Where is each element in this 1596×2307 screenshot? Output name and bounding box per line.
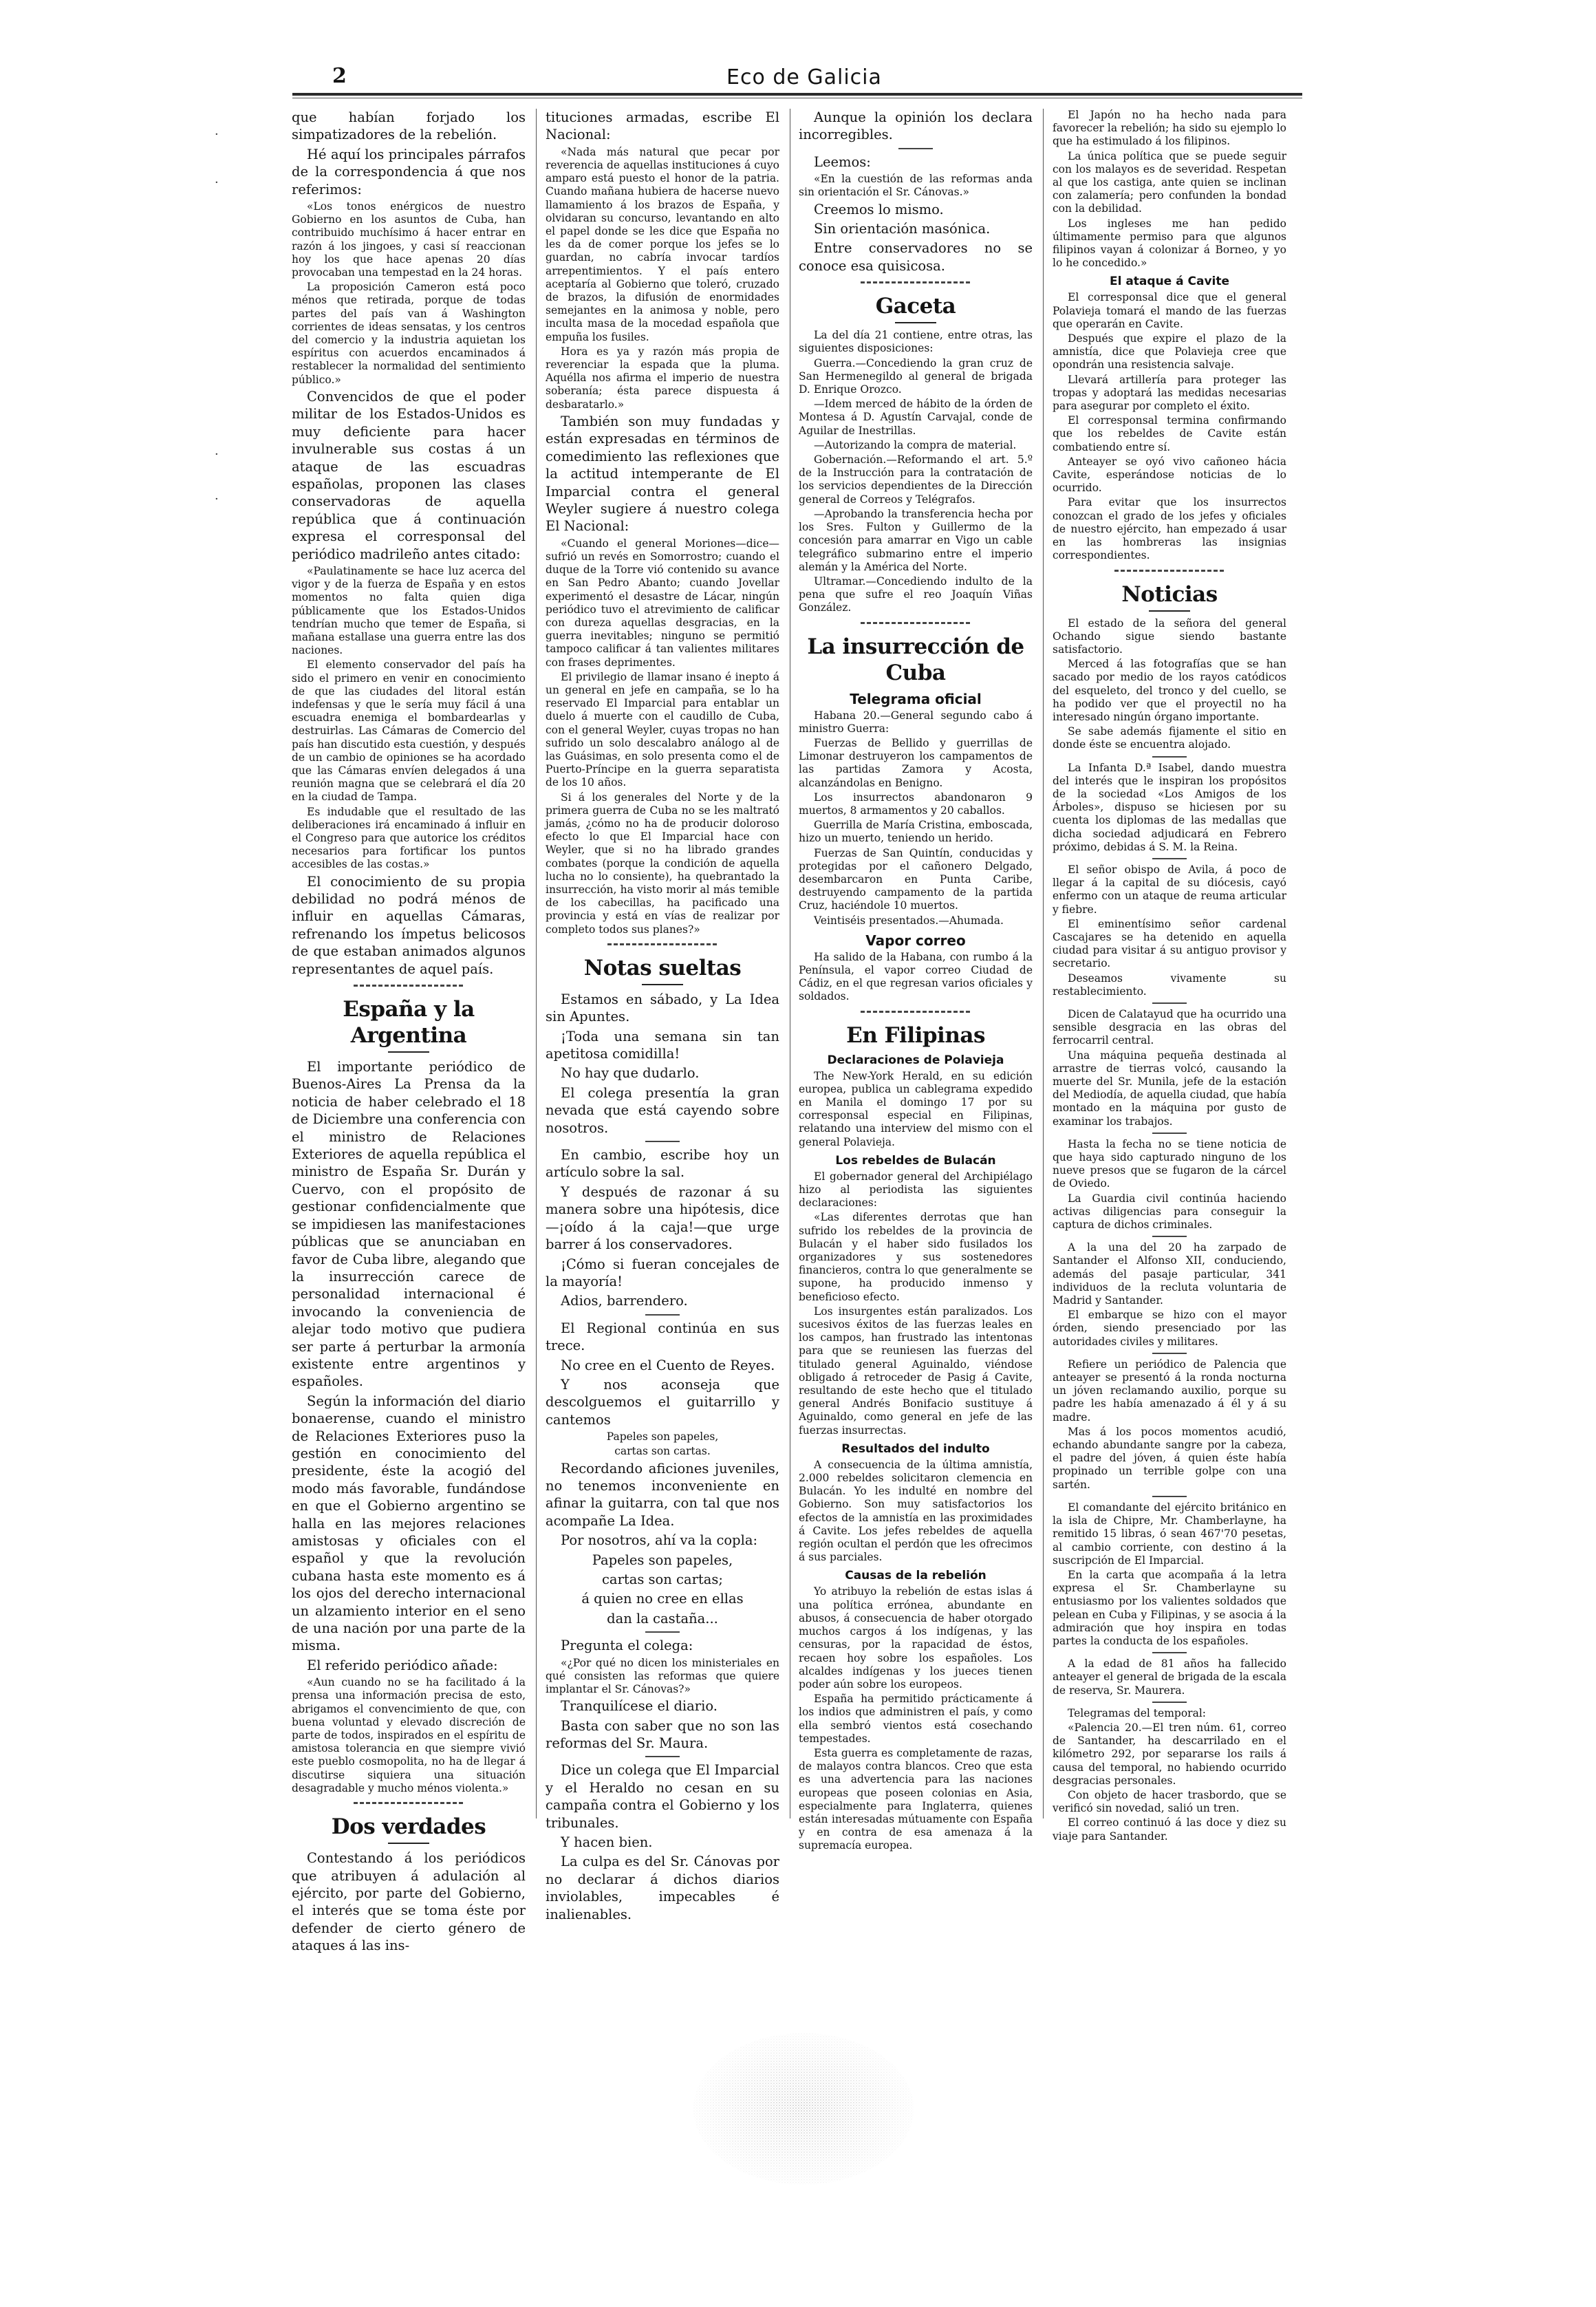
section-separator [861, 622, 971, 624]
paragraph: La culpa es del Sr. Cánovas por no declarar á dichos diarios inviolables, impecables é inalienables. [546, 1854, 779, 1922]
subheadline-cavite: El ataque á Cavite [1109, 275, 1230, 289]
paragraph: También son muy fundadas y están expresadas en términos de comedimiento las reflexiones que la actitud intemperante de El Imparcial contra el general Weyler sugiere á nuestro colega El Nacional: [546, 413, 779, 535]
paragraph: —Aprobando la transferencia hecha por los Sres. Fulton y Guillermo de la concesión para amarrar en Vigo un cable telegráfico submarino entre el imperio alemán y la América del Norte. [799, 507, 1033, 573]
item-separator [645, 1314, 680, 1316]
paragraph: El referido periódico añade: [307, 1657, 498, 1673]
paragraph: The New-York Herald, en su edición europea, publica un cablegrama expedido en Manila el domingo 17 por su corresponsal especial en Filipinas, relatando una interview del mismo con el general Polavieja. [799, 1069, 1033, 1148]
item-separator [1152, 1652, 1187, 1653]
paragraph: Sin orientación masónica. [814, 221, 991, 237]
paragraph: Después que expire el plazo de la amnistía, dice que Polavieja cree que opondrán una resistencia salvaje. [1053, 332, 1286, 372]
paragraph: Hé aquí los principales párrafos de la correspondencia á que nos referimos: [292, 146, 526, 197]
item-separator [1152, 858, 1187, 859]
paragraph: A la edad de 81 años ha fallecido anteayer el general de brigada de la escala de reserva, Sr. Maurera. [1053, 1657, 1286, 1697]
section-separator [607, 943, 718, 945]
paragraph: Pregunta el colega: [561, 1638, 693, 1654]
paragraph: Fuerzas de Bellido y guerrillas de Limonar destruyeron los campamentos de las partidas Zamora y Acosta, alcanzándolas en Benigno. [799, 736, 1033, 789]
section-separator [861, 281, 971, 283]
headline-rule [895, 322, 936, 323]
page-header [0, 0, 1596, 96]
headline-espana-argentina: España y la Argentina [343, 997, 475, 1049]
verse-line: cartas son cartas; [602, 1571, 723, 1587]
item-separator [645, 1141, 680, 1142]
paragraph: Gobernación.—Reformando el art. 5.º de la Instrucción para la contratación de los servicios dependientes de la Dirección general de Correos y Telégrafos. [799, 453, 1033, 506]
item-separator [1152, 1353, 1187, 1354]
paragraph: La del día 21 contiene, entre otras, las siguientes disposiciones: [799, 329, 1033, 355]
paragraph: En la carta que acompaña á la letra expresa el Sr. Chamberlayne su entusiasmo por los valientes soldados que pelean en Cuba y Filipinas, y se asocia á la admiración que hoy inspira en todas partes la conducta de los españoles. [1053, 1568, 1286, 1647]
paragraph: El gobernador general del Archipiélago hizo al periodista las siguientes declaraciones: [799, 1170, 1033, 1210]
quote: Hora es ya y razón más propia de reverenciar la espada que la pluma. Aquélla nos afirma el imperio de nuestra soberanía; ésta parece dispuesta á desbaratarlo.» [546, 345, 779, 411]
subheadline-telegrama: Telegrama oficial [850, 690, 982, 707]
quote: A consecuencia de la última amnistía, 2.000 rebeldes solicitaron clemencia en Bulacán. Yo les indulté en nombre del Gobierno. Son muy satisfactorios los efectos de la amnistía en las proximidades á Cavite. Los jefes rebeldes de aquella región ocultan el perdón que les ofrecimos á sus parciales. [799, 1458, 1033, 1564]
paragraph: Convencidos de que el poder militar de los Estados-Unidos es muy deficiente para hacer invulnerable sus costas á un ataque de las escuadras españolas, proponen las clases conservadoras de aquella república que á continuación expresa el corresponsal del periódico madrileño antes citado: [292, 388, 526, 562]
paragraph: El importante periódico de Buenos-Aires La Prensa da la noticia de haber celebrado el 18 de Diciembre una conferencia con el ministro de Relaciones Exteriores de aquella república el ministro de España Sr. Durán y Cuervo, con el propósito de gestionar confidencialmente que se impidiesen las manifestaciones públicas que se anunciaban en favor de Cuba libre, alegando que la insurrección carece de personalidad internacional é invocando la conveniencia de alejar todo motivo que pudiera ser parte á perturbar la armonía existente entre argentinos y españoles. [292, 1059, 526, 1390]
page-number: 2 [332, 64, 347, 88]
paragraph: que habían forjado los simpatizadores de la rebelión. [292, 109, 526, 143]
quote: «¿Por qué no dicen los ministeriales en qué consisten las reformas que quiere implantar el Sr. Cánovas?» [546, 1656, 779, 1696]
paragraph: Guerra.—Concediendo la gran cruz de San Hermenegildo al general de brigada D. Enrique Orozco. [799, 356, 1033, 396]
margin-mark: · [215, 492, 219, 506]
headline-insurreccion-cuba: La insurrección de Cuba [807, 634, 1024, 685]
item-separator [645, 1631, 680, 1633]
section-separator [861, 1011, 971, 1013]
paragraph: Recordando aficiones juveniles, no tenemos inconveniente en afinar la guitarra, con tal que nos acompañe La Idea. [546, 1460, 779, 1529]
paragraph: Refiere un periódico de Palencia que anteayer se presentó á la ronda nocturna un jóven reclamando auxilio, porque su padre les había amenazado á él y á su madre. [1053, 1358, 1286, 1424]
paragraph: A la una del 20 ha zarpado de Santander el Alfonso XII, conduciendo, además del pasaje particular, 341 individuos de la recluta voluntaria de Madrid y Santander. [1053, 1241, 1286, 1307]
paragraph: Merced á las fotografías que se han sacado por medio de los rayos catódicos del esqueleto, del tronco y del cuello, se ha podido ver que el proyectil no ha interesado ningún órgano importante. [1053, 658, 1286, 723]
headline-noticias: Noticias [1121, 581, 1218, 607]
quote: Es indudable que el resultado de las deliberaciones irá encaminado á influir en el Congreso para que autorice los créditos necesarios para fortificar los puntos accesibles de las costas.» [292, 805, 526, 871]
subheadline-causas: Causas de la rebelión [845, 1569, 986, 1583]
masthead-title: Eco de Galicia [726, 65, 882, 89]
item-separator [1152, 1236, 1187, 1237]
quote: España ha permitido prácticamente á los indios que administren el país, y como ella sembró vientos está cosechando tempestades. [799, 1693, 1033, 1745]
paragraph: El conocimiento de su propia debilidad no podrá ménos de influir en aquellas Cámaras, refrenando los ímpetus belicosos de que estaban animados algunos representantes de aquel país. [292, 873, 526, 977]
section-separator [354, 985, 464, 987]
paragraph: Aunque la opinión los declara incorregibles. [799, 109, 1033, 143]
quote: «Paulatinamente se hace luz acerca del vigor y de la fuerza de España y en estos momentos no falta quien diga públicamente que los Estados-Unidos tendrían mucho que temer de España, si mañana estallase una guerra entre las dos naciones. [292, 564, 526, 657]
paragraph: Estamos en sábado, y La Idea sin Apuntes. [546, 991, 779, 1025]
paragraph: «Palencia 20.—El tren núm. 61, correo de Santander, ha descarrilado en el kilómetro 292, por separarse los rails á causa del temporal, no habiendo ocurrido desgracias personales. [1053, 1721, 1286, 1787]
item-separator [1152, 756, 1187, 758]
paragraph: En cambio, escribe hoy un artículo sobre la sal. [546, 1147, 779, 1181]
column-divider [1043, 109, 1044, 1818]
paragraph: Según la información del diario bonaerense, cuando el ministro de Relaciones Exteriores puso la gestión en conocimiento del presidente, éste la acogió del modo más favorable, fundándose en que el Gobierno argentino se halla en las mejores relaciones amistosas y oficiales con el español y que la revolución cubana hasta este momento es á los ojos del derecho internacional un alzamiento interior en el seno de una nación por una parte de la misma. [292, 1393, 526, 1654]
paragraph: No hay que dudarlo. [561, 1065, 700, 1082]
paragraph: Ha salido de la Habana, con rumbo á la Península, el vapor correo Ciudad de Cádiz, en el que regresan varios oficiales y soldados. [799, 950, 1033, 1003]
paragraph: Deseamos vivamente su restablecimiento. [1053, 972, 1286, 998]
headline-filipinas: En Filipinas [846, 1022, 985, 1048]
verse-line: á quien no cree en ellas [581, 1591, 744, 1607]
paragraph: Hasta la fecha no se tiene noticia de que haya sido capturado ninguno de los nueve presos que se fugaron de la cárcel de Oviedo. [1053, 1137, 1286, 1190]
subheadline-indulto: Resultados del indulto [841, 1441, 990, 1456]
item-separator [898, 148, 933, 149]
headline-gaceta: Gaceta [875, 294, 956, 319]
column-3 [799, 109, 1033, 1852]
paragraph: —Autorizando la compra de material. [814, 438, 1017, 451]
item-separator [645, 1756, 680, 1757]
quote: «Aun cuando no se ha facilitado á la prensa una información precisa de esto, abrigamos el convencimiento de que, con buena voluntad y elevado discreción de parte de todos, inspirados en el espíritu de amistosa tolerancia en que siempre vivió este pueblo cosmopolita, no ha de llegar á discutirse siquiera una situación desagradable y mucho ménos violenta.» [292, 1676, 526, 1794]
verse-line: Papeles son papeles, [592, 1552, 733, 1568]
subheadline-vapor: Vapor correo [865, 932, 966, 949]
verse-line: cartas son cartas. [614, 1445, 711, 1458]
item-separator [1152, 1133, 1187, 1134]
quote: «Nada más natural que pecar por reverencia de aquellas instituciones á cuyo amparo está puesto el honor de la patria. Cuando mañana hubiera de hacerse nuevo llamamiento á los brazos de España, y olvidaran su concurso, levantando en alto el papel donde se les dice que España no les da de comer porque los jefes se lo guardan, no cabría invocar tardíos arrepentimientos. Y el país entero aceptaría al Gobierno que toleró, cruzado de brazos, la difusión de enormidades semejantes en la animosa y noble, pero inculta masa de la mocedad española que empuña los fusiles. [546, 145, 779, 343]
paragraph: El Regional continúa en sus trece. [546, 1320, 779, 1354]
subheadline-rebeldes: Los rebeldes de Bulacán [835, 1153, 996, 1168]
subheadline-declaraciones: Declaraciones de Polavieja [827, 1053, 1004, 1067]
paragraph: Ultramar.—Concediendo indulto de la pena que sufre el reo Joaquín Viñas González. [799, 575, 1033, 614]
paragraph: Leemos: [814, 153, 871, 170]
paragraph: Para evitar que los insurrectos conozcan el grado de los jefes y oficiales de nuestro ejército, han empezado á usar en las hombreras las insignias correspondientes. [1053, 496, 1286, 562]
quote: La proposición Cameron está poco ménos que retirada, porque de todas partes del país van á Washington corrientes de ideas sensatas, y los centros del comercio y la industria aquietan los espíritus con acuerdos encaminados á restablecer la normalidad del sentimiento público.» [292, 281, 526, 386]
paragraph: El señor obispo de Avila, á poco de llegar á la capital de su diócesis, cayó enfermo con un ataque de reuma articular y fiebre. [1053, 863, 1286, 916]
paragraph: —Idem merced de hábito de la órden de Montesa á D. Agustín Carvajal, conde de Aguilar de Inestrillas. [799, 398, 1033, 437]
paragraph: Contestando á los periódicos que atribuyen á adulación al ejército, por parte del Gobierno, el interés que se toma éste por defender de cierto género de ataques á las ins- [292, 1850, 526, 1954]
paragraph: El corresponsal dice que el general Polavieja tomará el mando de las fuerzas que operarán en Cavite. [1053, 291, 1286, 330]
item-separator [1152, 1496, 1187, 1497]
paragraph: La Guardia civil continúa haciendo activas diligencias para conseguir la captura de dichos criminales. [1053, 1192, 1286, 1232]
paragraph: tituciones armadas, escribe El Nacional: [546, 109, 779, 143]
paragraph: El estado de la señora del general Ochando sigue siendo bastante satisfactorio. [1053, 616, 1286, 656]
quote: Los insurgentes están paralizados. Los sucesivos éxitos de las fuerzas leales en los campos, han frustrado las intentonas para que se reuniesen las fuerzas del titulado general Aguinaldo, viéndose obligado á retroceder de Pasig á Cavite, resultando de este hecho que el titulado general Andrés Bonifacio sustituye á Aguinaldo, como general en jefe de las fuerzas insurrectas. [799, 1305, 1033, 1437]
verse-line: Papeles son papeles, [606, 1430, 719, 1444]
paragraph: Los insurrectos abandonaron 9 muertos, 8 armamentos y 20 caballos. [799, 791, 1033, 817]
headline-rule [388, 1051, 429, 1053]
paragraph: Mas á los pocos momentos acudió, echando abundante sangre por la cabeza, el padre del jóven, á quien éste había propinado un terrible golpe con una sartén. [1053, 1425, 1286, 1491]
quote: Si á los generales del Norte y de la primera guerra de Cuba no se les maltrató jamás, ¿cómo no ha de producir doloroso efecto lo que El Imparcial hace con Weyler, que si no ha librado grandes combates (porque la condición de aquella lucha no lo consiente), ha quebrantado la insurrección, ha visto morir al más temible de los cabecillas, ha pacificado una provincia y está en vías de realizar por completo todos sus planes?» [546, 791, 779, 936]
column-4 [1053, 109, 1286, 1843]
paragraph: Veintiséis presentados.—Ahumada. [814, 914, 1004, 927]
quote: El elemento conservador del país ha sido el primero en venir en conocimiento de que las ciudades del litoral están indefensas y que le sería muy fácil á una escuadra enemiga el bombardearlas y destruirlas. Las Cámaras de Comercio del país han discutido esta cuestión, y después de un cambio de opiniones se ha acordado que las Cámaras envíen delegados á una reunión magna que se celebrará el día 20 en la ciudad de Tampa. [292, 658, 526, 804]
item-separator [1152, 1702, 1187, 1703]
paragraph: El correo continuó á las doce y diez su viaje para Santander. [1053, 1816, 1286, 1843]
paragraph: Y nos aconseja que descolguemos el guitarrillo y cantemos [546, 1376, 779, 1428]
quote: «Cuando el general Moriones—dice—sufrió un revés en Somorrostro; cuando el duque de la Torre vió contenido su avance en San Pedro Abanto; cuando Jovellar experimentó el desastre de Lácar, ningún periódico tuvo el atrevimiento de calificar con dureza aquellas desgracias, en la guerra inevitables; ninguno se permitió tampoco calificar á tan valientes militares con frases deprimentes. [546, 537, 779, 669]
paragraph: Llevará artillería para proteger las tropas y adoptará las medidas necesarias para asegurar por completo el éxito. [1053, 373, 1286, 413]
paragraph: Fuerzas de San Quintín, conducidas y protegidas por el cañonero Delgado, desembarcaron en Punta Caribe, destruyendo campamento de la partida Cruz, haciéndole 10 muertos. [799, 846, 1033, 912]
margin-mark: · [215, 175, 219, 190]
paragraph: Habana 20.—General segundo cabo á ministro Guerra: [799, 709, 1033, 735]
quote: «Los tonos enérgicos de nuestro Gobierno en los asuntos de Cuba, han contribuido muchísimo á hacer entrar en razón á los jingoes, y casi sí reaccionan hoy los que hace apenas 20 días provocaban una tempestad en la 24 horas. [292, 200, 526, 279]
header-rule [292, 93, 1302, 96]
paragraph: ¡Cómo si fueran concejales de la mayoría! [546, 1256, 779, 1289]
paragraph: El colega presentía la gran nevada que está cayendo sobre nosotros. [546, 1084, 779, 1136]
quote: Los ingleses me han pedido últimamente permiso para que algunos filipinos vayan á colonizar á Borneo, y yo lo he concedido.» [1053, 217, 1286, 270]
column-1 [292, 109, 526, 1954]
margin-mark: · [215, 447, 219, 462]
headline-notas-sueltas: Notas sueltas [583, 955, 742, 980]
library-stamp-smudge [688, 2028, 918, 2193]
quote: Yo atribuyo la rebelión de estas islas á una política errónea, abundante en abusos, á consecuencia de haber otorgado muchos cargos á los indígenas, y las censuras, por la rapacidad de éstos, recaen hoy sobre los españoles. Los alcaldes indígenas y los jueces tienen poder aún sobre los europeos. [799, 1585, 1033, 1691]
section-separator [1114, 570, 1225, 572]
paragraph: ¡Toda una semana sin tan apetitosa comidilla! [546, 1028, 779, 1062]
quote: El Japón no ha hecho nada para favorecer la rebelión; ha sido su ejemplo lo que ha estimulado á los filipinos. [1053, 109, 1286, 148]
paragraph: El embarque se hizo con el mayor órden, siendo presenciado por las autoridades civiles y militares. [1053, 1309, 1286, 1348]
paragraph: Anteayer se oyó vivo cañoneo hácia Cavite, esperándose noticias de lo ocurrido. [1053, 455, 1286, 495]
quote: Esta guerra es completamente de razas, de malayos contra blancos. Creo que esta es una advertencia para las naciones europeas que poseen colonias en Asia, especialmente para Inglaterra, quienes están interesadas mútuamente con España y en contra de esa amenaza á la supremacía europea. [799, 1746, 1033, 1852]
paragraph: Telegramas del temporal: [1068, 1706, 1206, 1719]
verse-line: dan la castaña... [607, 1610, 718, 1627]
paragraph: Y hacen bien. [561, 1834, 653, 1851]
paragraph: Por nosotros, ahí va la copla: [561, 1532, 758, 1549]
column-2 [546, 109, 779, 1922]
quote: «En la cuestión de las reformas anda sin orientación el Sr. Cánovas.» [799, 173, 1033, 199]
paragraph: Entre conservadores no se conoce esa quisicosa. [799, 240, 1033, 274]
paragraph: El comandante del ejército británico en la isla de Chipre, Mr. Chamberlayne, ha remitido 15 libras, ó sean 467'70 pesetas, al cambio corriente, con destino á la suscripción de El Imparcial. [1053, 1501, 1286, 1567]
paragraph: El eminentísimo señor cardenal Cascajares se ha detenido en aquella ciudad para visitar á su antiguo provisor y secretario. [1053, 917, 1286, 970]
paragraph: Se sabe además fijamente el sitio en donde éste se encuentra alojado. [1053, 725, 1286, 751]
headline-rule [388, 1843, 429, 1844]
paragraph: Guerrilla de María Cristina, emboscada, hizo un muerto, teniendo un herido. [799, 819, 1033, 845]
section-separator [354, 1802, 464, 1804]
paragraph: Adios, barrendero. [561, 1293, 688, 1309]
quote: «Las diferentes derrotas que han sufrido los rebeldes de la provincia de Bulacán y el haber sido fusilados los organizadores y sus sostenedores financieros, contra lo que generalmente se supone, ha producido inmenso y beneficioso efecto. [799, 1211, 1033, 1303]
quote: El privilegio de llamar insano é inepto á un general en jefe en campaña, se lo ha reservado El Imparcial para entablar un duelo á muerte con el caudillo de Cuba, con el general Weyler, cuyas tropas no han sufrido un solo descalabro análogo al de las Guásimas, en solo presenta como el de Puerto-Príncipe en la guerra separatista de los 10 años. [546, 670, 779, 789]
margin-mark: · [215, 127, 219, 142]
paragraph: La Infanta D.ª Isabel, dando muestra del interés que le inspiran los propósitos de la sociedad «Los Amigos de los Árboles», dispuso se hiciesen por su cuenta los diplomas de las medallas que dicha sociedad adjudicará en Febrero próximo, debidas á S. M. la Reina. [1053, 761, 1286, 853]
paragraph: Dice un colega que El Imparcial y el Heraldo no cesan en su campaña contra el Gobierno y los tribunales. [546, 1762, 779, 1831]
paragraph: Con objeto de hacer trasbordo, que se verificó sin novedad, salió un tren. [1053, 1788, 1286, 1815]
paragraph: Dicen de Calatayud que ha ocurrido una sensible desgracia en las obras del ferrocarril central. [1053, 1007, 1286, 1047]
paragraph: Creemos lo mismo. [814, 201, 944, 217]
paragraph: Tranquilícese el diario. [561, 1698, 718, 1715]
column-divider [536, 109, 537, 1818]
headline-dos-verdades: Dos verdades [331, 1814, 486, 1840]
paragraph: El corresponsal termina confirmando que los rebeldes de Cavite están combatiendo entre sí. [1053, 414, 1286, 453]
quote: La única política que se puede seguir con los malayos es de severidad. Respetan al que los castiga, ante quien se inclinan con zalamería; pero confunden la bondad con la debilidad. [1053, 149, 1286, 215]
paragraph: Basta con saber que no son las reformas del Sr. Maura. [546, 1717, 779, 1752]
headline-rule [642, 984, 683, 985]
item-separator [1152, 1002, 1187, 1004]
paragraph: Una máquina pequeña destinada al arrastre de tierras volcó, causando la muerte del Sr. Munila, jefe de la estación del Mediodía, de aquella ciudad, que había montado en la máquina por gusto de examinar los trabajos. [1053, 1049, 1286, 1128]
headline-rule [1149, 610, 1190, 612]
paragraph: No cree en el Cuento de Reyes. [561, 1357, 775, 1373]
paragraph: Y después de razonar á su manera sobre una hipótesis, dice—¡oído á la caja!—que urge barrer á los conservadores. [546, 1183, 779, 1253]
